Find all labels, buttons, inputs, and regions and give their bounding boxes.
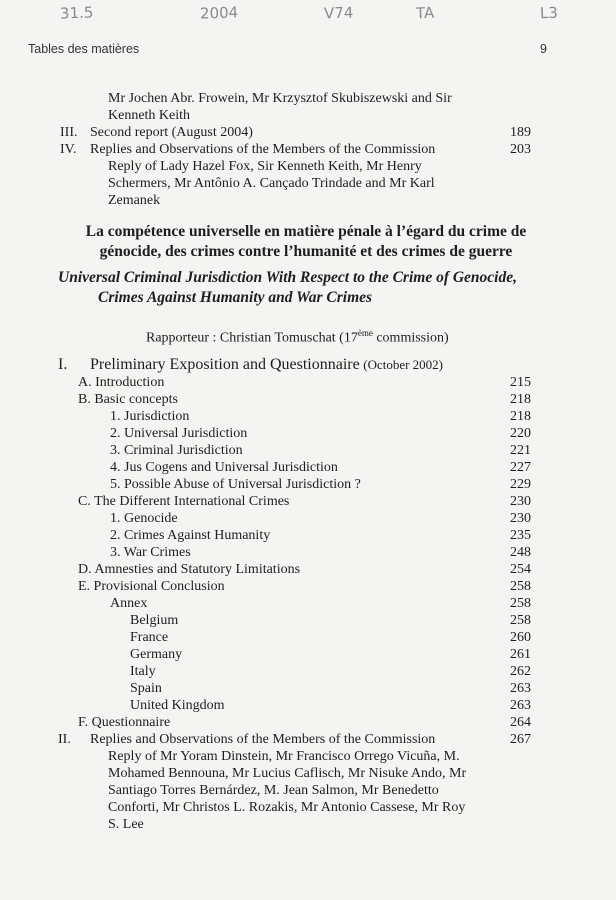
toc-page-number: 260	[510, 630, 531, 645]
pencil-mark: TA	[415, 3, 435, 23]
toc-entry-text: Italy	[130, 664, 156, 679]
toc-page-number: 254	[510, 562, 531, 577]
toc-entry-text: 1. Genocide	[110, 511, 178, 526]
toc-entry-text: Belgium	[130, 613, 179, 628]
toc-item-number: III.	[60, 125, 78, 140]
rapporteur-line	[146, 328, 449, 347]
toc-page-number: 267	[510, 732, 531, 747]
pencil-mark: 31.5	[59, 3, 94, 23]
toc-page-number: 230	[510, 494, 531, 509]
toc-page-number: 264	[510, 715, 531, 730]
toc-entry-text: 2. Crimes Against Humanity	[110, 528, 271, 543]
toc-entry-text: B. Basic concepts	[78, 392, 178, 407]
toc-page-number: 203	[510, 142, 531, 157]
toc-page-number: 258	[510, 613, 531, 628]
continued-reply-line: Mr Jochen Abr. Frowein, Mr Krzysztof Skubiszewski and Sir	[108, 91, 452, 106]
toc-page-number: 248	[510, 545, 531, 560]
toc-item-text: Replies and Observations of the Members of the Commission	[90, 142, 436, 157]
page-number: 9	[540, 42, 547, 56]
toc-page-number: 218	[510, 409, 531, 424]
toc-entry-text: Annex	[110, 596, 148, 611]
reply-authors-line: Conforti, Mr Christos L. Rozakis, Mr Antonio Cassese, Mr Roy	[108, 800, 466, 815]
running-title: Tables des matières	[28, 42, 140, 56]
toc-entry-text: 3. War Crimes	[110, 545, 191, 560]
toc-page-number: 227	[510, 460, 531, 475]
reply-authors-line: Reply of Mr Yoram Dinstein, Mr Francisco Orrego Vicuña, M.	[108, 749, 460, 764]
part-heading	[90, 356, 443, 374]
section-title-english-line: Crimes Against Humanity and War Crimes	[98, 289, 373, 306]
toc-page-number: 221	[510, 443, 531, 458]
toc-page-number: 235	[510, 528, 531, 543]
toc-entry-text: 5. Possible Abuse of Universal Jurisdiction ?	[110, 477, 361, 492]
reply-authors-line: S. Lee	[108, 817, 144, 832]
toc-entry-text: D. Amnesties and Statutory Limitations	[78, 562, 301, 577]
pencil-mark: V74	[323, 3, 354, 23]
toc-item-text: Second report (August 2004)	[90, 125, 253, 140]
toc-entry-text: Germany	[130, 647, 183, 662]
toc-item-text: Replies and Observations of the Members of the Commission	[90, 732, 436, 747]
toc-page-number: 218	[510, 392, 531, 407]
toc-page-number: 220	[510, 426, 531, 441]
toc-page-number: 258	[510, 596, 531, 611]
toc-entry-text: 3. Criminal Jurisdiction	[110, 443, 243, 458]
toc-entry-text: E. Provisional Conclusion	[78, 579, 225, 594]
rapporteur-name: Rapporteur : Christian Tomuschat (17	[146, 330, 358, 346]
section-title-french-line: génocide, des crimes contre l’humanité et des crimes de guerre	[99, 243, 513, 260]
toc-entry-text: C. The Different International Crimes	[78, 494, 290, 509]
reply-authors-line: Reply of Lady Hazel Fox, Sir Kenneth Keith, Mr Henry	[108, 159, 422, 174]
reply-authors-line: Schermers, Mr Antônio A. Cançado Trindade and Mr Karl	[108, 176, 435, 191]
toc-page-number: 261	[510, 647, 531, 662]
toc-entry-text: F. Questionnaire	[78, 715, 171, 730]
toc-page-number: 258	[510, 579, 531, 594]
section-title-english-line: Universal Criminal Jurisdiction With Respect to the Crime of Genocide,	[58, 269, 517, 286]
toc-page-number: 262	[510, 664, 531, 679]
toc-page-number: 229	[510, 477, 531, 492]
toc-item-number: II.	[58, 732, 71, 747]
section-title-french-line: La compétence universelle en matière pénale à l’égard du crime de	[85, 223, 527, 240]
toc-entry-text: 4. Jus Cogens and Universal Jurisdiction	[110, 460, 338, 475]
continued-reply-line: Kenneth Keith	[108, 108, 191, 123]
toc-item-number: IV.	[60, 142, 77, 157]
toc-entry-text: 2. Universal Jurisdiction	[110, 426, 248, 441]
toc-page-number: 263	[510, 681, 531, 696]
section-title-french	[58, 222, 554, 262]
part-date: (October 2002)	[363, 357, 444, 372]
toc-page-number: 215	[510, 375, 531, 390]
section-title-english	[58, 268, 558, 308]
part-number: I.	[58, 356, 68, 373]
toc-page-number: 263	[510, 698, 531, 713]
rapporteur-superscript: ème	[357, 328, 373, 338]
toc-entry-text: Spain	[130, 681, 162, 696]
reply-authors-line: Mohamed Bennouna, Mr Lucius Caflisch, Mr Nisuke Ando, Mr	[108, 766, 467, 781]
pencil-mark: 2004	[199, 3, 239, 23]
part-title: Preliminary Exposition and Questionnaire	[90, 356, 360, 373]
reply-authors-line: Zemanek	[108, 193, 161, 208]
rapporteur-commission: commission)	[372, 330, 449, 346]
toc-entry-text: A. Introduction	[78, 375, 165, 390]
toc-page-number: 230	[510, 511, 531, 526]
reply-authors-line: Santiago Torres Bernárdez, M. Jean Salmon, Mr Benedetto	[108, 783, 439, 798]
toc-entry-text: 1. Jurisdiction	[110, 409, 190, 424]
toc-page-number: 189	[510, 125, 531, 140]
pencil-mark: L3	[539, 3, 559, 23]
toc-entry-text: France	[130, 630, 169, 645]
toc-entry-text: United Kingdom	[130, 698, 225, 713]
